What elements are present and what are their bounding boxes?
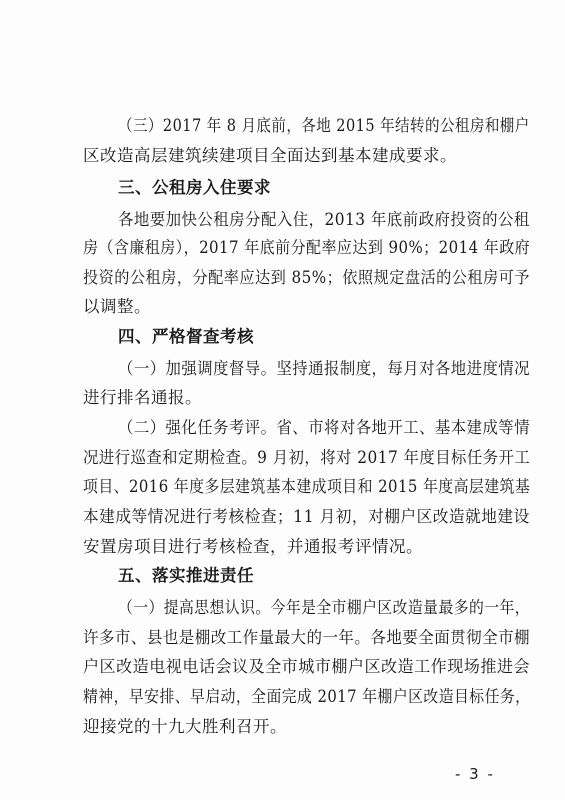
paragraph-line: 户区改造电视电话会议及全市城市棚户区改造工作现场推进会 — [83, 657, 530, 676]
paragraph-line: 精神，早安排、早启动，全面完成 2017 年棚户区改造目标任务， — [83, 687, 531, 706]
paragraph-line: 房（含廉租房），2017 年底前分配率应达到 90%；2014 年政府 — [83, 238, 531, 257]
paragraph-line: 安置房项目进行考核检查，并通报考评情况。 — [83, 537, 423, 556]
section-heading: 三、公租房入住要求 — [118, 178, 271, 197]
paragraph-line: （一）提高思想认识。今年是全市棚户区改造量最多的一年， — [118, 598, 530, 617]
paragraph-line: 项目、2016 年度多层建筑基本建成项目和 2015 年度高层建筑基 — [83, 477, 531, 496]
paragraph-line: 迎接党的十九大胜利召开。 — [83, 717, 287, 736]
paragraph-line: 许多市、县也是棚改工作量最大的一年。各地要全面贯彻全市棚 — [83, 628, 530, 647]
paragraph-line: （一）加强调度督导。坚持通报制度，每月对各地进度情况 — [118, 359, 530, 378]
section-heading: 四、严格督查考核 — [118, 327, 254, 346]
paragraph-line: 况进行巡查和定期检查。9 月初，将对 2017 年度目标任务开工 — [83, 448, 531, 467]
paragraph-line: （三）2017 年 8 月底前，各地 2015 年结转的公租房和棚户 — [118, 116, 530, 135]
paragraph-line: 区改造高层建筑续建项目全面达到基本建成要求。 — [83, 146, 457, 165]
paragraph-line: 进行排名通报。 — [83, 388, 202, 407]
paragraph-line: 本建成等情况进行考核检查；11 月初，对棚户区改造就地建设 — [83, 507, 530, 526]
paragraph-line: 以调整。 — [83, 297, 151, 316]
paragraph-line: 各地要加快公租房分配入住，2013 年底前政府投资的公租 — [118, 210, 530, 229]
page-number: - 3 - — [455, 765, 495, 783]
section-heading: 五、落实推进责任 — [118, 566, 254, 585]
paragraph-line: 投资的公租房，分配率应达到 85%；依照规定盘活的公租房可予 — [83, 268, 530, 287]
paragraph-line: （二）强化任务考评。省、市将对各地开工、基本建成等情 — [118, 418, 530, 437]
